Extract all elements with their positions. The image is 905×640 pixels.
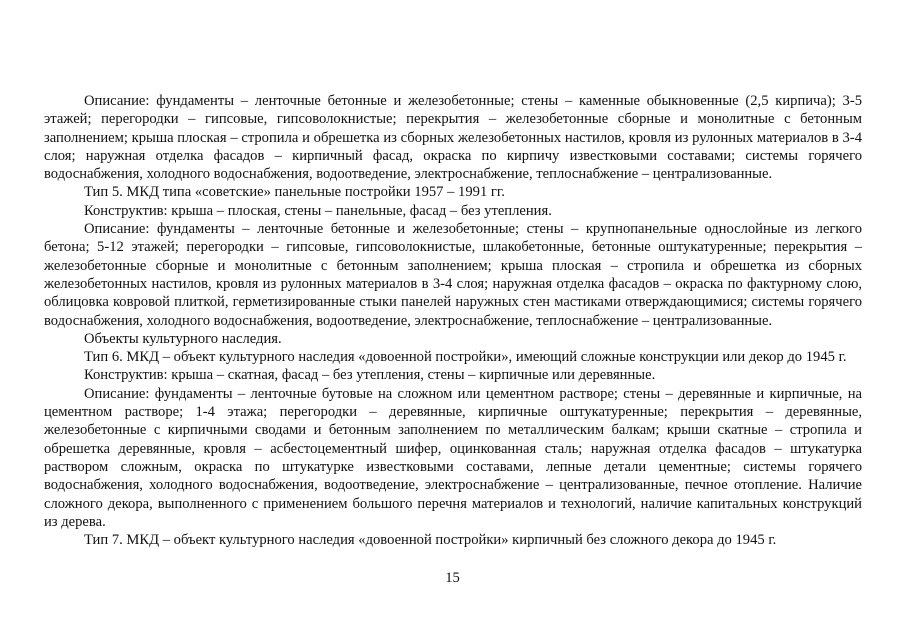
document-body — [44, 92, 862, 549]
paragraph-type6-description: Описание: фундаменты – ленточные бутовые на сложном или цементном растворе; стены – деревянные и кирпичные, на цементном растворе; 1-4 этажа; перегородки – деревянные, кирпичные оштукатуренные; перекрытия – деревянные, железобетонные с кирпичными сводами и бетонным заполнением по металлическим балкам; крыши скатные – стропила и обрешетка деревянные, кровля – асбестоцементный шифер, оцинкованная сталь; наружная отделка фасадов – штукатурка раствором сложным, окраска по штукатурке известковыми составами, лепные детали цементные; системы горячего водоснабжения, холодного водоснабжения, водоотведение, электроснабжение – централизованные, печное отопление. Наличие сложного декора, выполненного с применением большого перечня материалов и технологий, наличие капитальных конструкций из дерева. — [44, 385, 862, 530]
page-number: 15 — [445, 570, 460, 586]
paragraph-type6-heading: Тип 6. МКД – объект культурного наследия «довоенной постройки», имеющий сложные конструкции или декор до 1945 г. — [84, 349, 847, 366]
paragraph-type5-heading: Тип 5. МКД типа «советские» панельные постройки 1957 – 1991 гг. — [84, 184, 505, 201]
paragraph-type5-description: Описание: фундаменты – ленточные бетонные и железобетонные; стены – крупнопанельные однослойные из легкого бетона; 5-12 этажей; перегородки – гипсовые, гипсоволокнистые, шлакобетонные, бетонные оштукатуренные; перекрытия – железобетонные сборные и монолитные с бетонным заполнением; крыша плоская – стропила и обрешетка из сборных железобетонных настилов, кровля из рулонных материалов в 3-4 слоя; наружная отделка фасадов – окраска по фактурному слою, облицовка ковровой плиткой, герметизированные стыки панелей наружных стен мастиками отверждающимися; системы горячего водоснабжения, холодного водоснабжения, водоотведение, электроснабжение, теплоснабжение – централизованные. — [44, 221, 862, 329]
paragraph-type6-construction: Конструктив: крыша – скатная, фасад – без утепления, стены – кирпичные или деревянные. — [84, 367, 656, 384]
paragraph-type7-heading: Тип 7. МКД – объект культурного наследия «довоенной постройки» кирпичный без сложного декора до 1945 г. — [84, 532, 777, 549]
paragraph-heritage-heading: Объекты культурного наследия. — [84, 330, 282, 347]
paragraph-type5-construction: Конструктив: крыша – плоская, стены – панельные, фасад – без утепления. — [84, 202, 552, 219]
paragraph-type4-description: Описание: фундаменты – ленточные бетонные и железобетонные; стены – каменные обыкновенные (2,5 кирпича); 3-5 этажей; перегородки – гипсовые, гипсоволокнистые; перекрытия – железобетонные сборные и монолитные с бетонным заполнением; крыша плоская – стропила и обрешетка из сборных железобетонных настилов, кровля из рулонных материалов в 3-4 слоя; наружная отделка фасадов – кирпичный фасад, окраска по кирпичу известковыми составами; системы горячего водоснабжения, холодного водоснабжения, водоотведение, электроснабжение, теплоснабжение – централизованные. — [44, 93, 862, 183]
